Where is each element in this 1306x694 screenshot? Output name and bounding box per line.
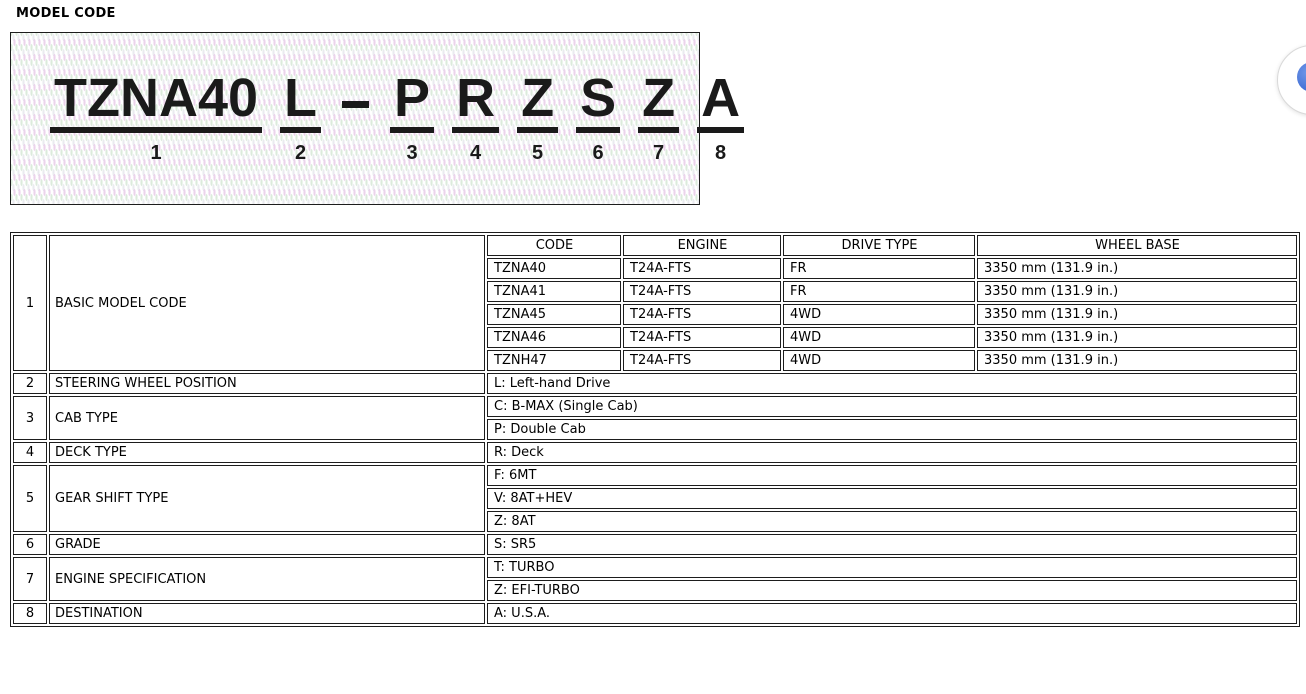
segment-number: 4: [470, 142, 482, 164]
sub-header-cell: ENGINE: [623, 235, 781, 256]
code-glyph: TZNA40: [50, 71, 262, 133]
sub-header-cell: DRIVE TYPE: [783, 235, 975, 256]
segment-number: 2: [294, 142, 307, 164]
model-code-cell: T24A-FTS: [623, 281, 781, 302]
model-code-cell: 4WD: [783, 350, 975, 371]
code-segment: [390, 68, 434, 165]
value-cell: C: B-MAX (Single Cab): [487, 396, 1297, 417]
code-segment: [517, 68, 558, 165]
row-number-cell: 4: [13, 442, 47, 463]
model-code-figure: [10, 32, 741, 205]
row-label-cell: ENGINE SPECIFICATION: [49, 557, 485, 601]
row-label-cell: STEERING WHEEL POSITION: [49, 373, 485, 394]
code-segment: [638, 68, 679, 165]
sub-header-cell: WHEEL BASE: [977, 235, 1297, 256]
row-label-cell: DECK TYPE: [49, 442, 485, 463]
model-code-cell: TZNA45: [487, 304, 621, 325]
value-cell: V: 8AT+HEV: [487, 488, 1297, 509]
value-cell: S: SR5: [487, 534, 1297, 555]
model-code-cell: 3350 mm (131.9 in.): [977, 350, 1297, 371]
segment-number: 1: [150, 142, 162, 164]
floating-widget-icon: [1297, 62, 1306, 92]
row-number-cell: 6: [13, 534, 47, 555]
row-label-cell: BASIC MODEL CODE: [49, 235, 485, 371]
segment-number: 7: [653, 142, 665, 164]
code-segment: [576, 68, 620, 165]
row-number-cell: 7: [13, 557, 47, 601]
model-code-cell: TZNA41: [487, 281, 621, 302]
code-segment: [50, 68, 262, 165]
value-cell: R: Deck: [487, 442, 1297, 463]
page-title: MODEL CODE: [16, 6, 116, 21]
model-code-cell: T24A-FTS: [623, 327, 781, 348]
row-label-cell: GEAR SHIFT TYPE: [49, 465, 485, 532]
sub-header-cell: CODE: [487, 235, 621, 256]
value-cell: P: Double Cab: [487, 419, 1297, 440]
code-segment-dash: [342, 101, 369, 165]
segment-number: 8: [715, 142, 727, 164]
value-cell: T: TURBO: [487, 557, 1297, 578]
model-code-cell: 4WD: [783, 327, 975, 348]
model-code-table-body: [13, 235, 1297, 624]
row-number-cell: 3: [13, 396, 47, 440]
value-cell: L: Left-hand Drive: [487, 373, 1297, 394]
row-number-cell: 8: [13, 603, 47, 624]
model-code-cell: T24A-FTS: [623, 350, 781, 371]
value-cell: A: U.S.A.: [487, 603, 1297, 624]
model-code-cell: 4WD: [783, 304, 975, 325]
code-glyph: P: [390, 71, 434, 133]
model-code-table: [10, 232, 1300, 627]
floating-widget-button[interactable]: [1277, 45, 1306, 115]
code-glyph: A: [697, 71, 744, 133]
model-code-cell: FR: [783, 258, 975, 279]
model-code-cell: 3350 mm (131.9 in.): [977, 327, 1297, 348]
segment-number: 6: [592, 142, 604, 164]
model-code-cell: TZNA46: [487, 327, 621, 348]
code-glyph: R: [452, 71, 499, 133]
model-code-cell: 3350 mm (131.9 in.): [977, 281, 1297, 302]
value-cell: Z: EFI-TURBO: [487, 580, 1297, 601]
model-code-cell: T24A-FTS: [623, 258, 781, 279]
segment-number: 3: [406, 142, 418, 164]
value-cell: F: 6MT: [487, 465, 1297, 486]
row-label-cell: CAB TYPE: [49, 396, 485, 440]
row-label-cell: DESTINATION: [49, 603, 485, 624]
code-segment: [452, 68, 499, 165]
row-number-cell: 5: [13, 465, 47, 532]
code-glyph: Z: [638, 71, 679, 133]
model-code-cell: TZNH47: [487, 350, 621, 371]
segment-number: 5: [532, 142, 544, 164]
dash-icon: [342, 101, 369, 108]
code-glyph: S: [576, 71, 620, 133]
code-segment: [697, 68, 744, 165]
code-segment: [280, 68, 321, 165]
model-code-cell: T24A-FTS: [623, 304, 781, 325]
code-glyph: L: [280, 71, 321, 133]
model-code-cell: TZNA40: [487, 258, 621, 279]
code-glyph: Z: [517, 71, 558, 133]
model-code-cell: FR: [783, 281, 975, 302]
model-code-cell: 3350 mm (131.9 in.): [977, 258, 1297, 279]
row-number-cell: 1: [13, 235, 47, 371]
row-label-cell: GRADE: [49, 534, 485, 555]
model-code-row: [41, 68, 741, 165]
value-cell: Z: 8AT: [487, 511, 1297, 532]
row-number-cell: 2: [13, 373, 47, 394]
model-code-cell: 3350 mm (131.9 in.): [977, 304, 1297, 325]
